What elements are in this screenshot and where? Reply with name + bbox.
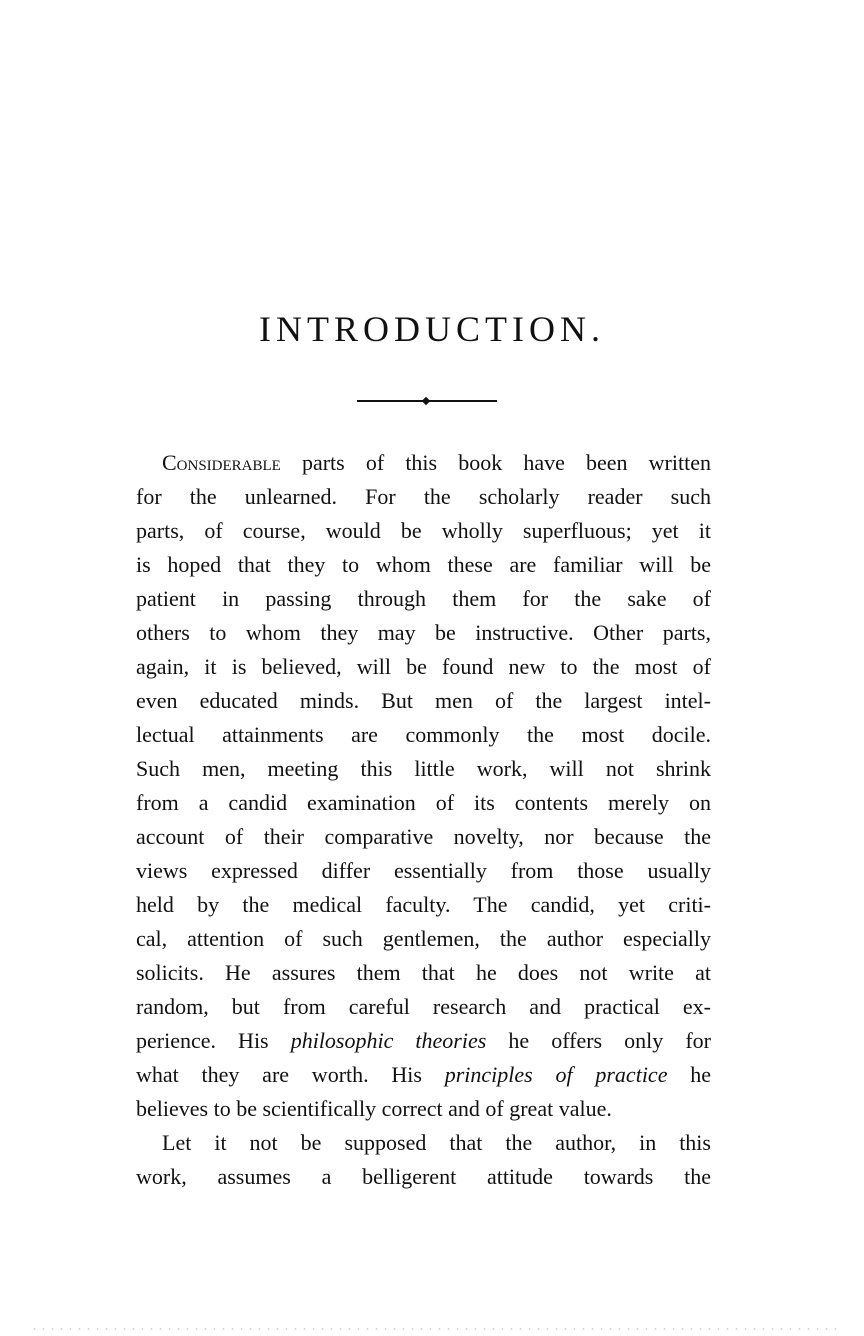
text-line: lectual attainments are commonly the most docile. (136, 722, 711, 747)
text-line: perience. His philosophic theories he offers only for (136, 1028, 712, 1053)
ornament-diamond (422, 397, 430, 405)
scan-edge-artifact (30, 1328, 840, 1330)
text-line: cal, attention of such gentlemen, the author especially (136, 926, 711, 951)
text-line: from a candid examination of its contents merely on (136, 790, 711, 815)
drop-lead-word: Considerable (162, 450, 281, 475)
text-line: is hoped that they to whom these are familiar will be (136, 552, 711, 577)
text-line: account of their comparative novelty, nor because the (136, 824, 711, 849)
text-line: believes to be scientifically correct and of great value. (136, 1096, 612, 1121)
text-line: solicits. He assures them that he does not write at (136, 960, 711, 985)
text-line: random, but from careful research and practical ex- (136, 994, 711, 1019)
introduction-body (136, 446, 711, 1194)
text-line: what they are worth. His principles of practice he (136, 1062, 712, 1087)
text-line: Considerable parts of this book have been written (162, 450, 711, 475)
text-line: for the unlearned. For the scholarly reader such (136, 484, 711, 509)
text-line: views expressed differ essentially from those usually (136, 858, 711, 883)
text-line: patient in passing through them for the sake of (136, 586, 711, 611)
text-line: others to whom they may be instructive. Other parts, (136, 620, 711, 645)
text-line: work, assumes a belligerent attitude towards the (136, 1164, 711, 1189)
chapter-heading: INTRODUCTION. (259, 309, 605, 349)
text-line: again, it is believed, will be found new to the most of (136, 654, 711, 679)
text-line: even educated minds. But men of the largest intel- (136, 688, 711, 713)
text-line: Such men, meeting this little work, will not shrink (136, 756, 711, 781)
italic-phrase: philosophic theories (290, 1028, 487, 1053)
heading-ornament-rule (357, 399, 497, 403)
text-line: Let it not be supposed that the author, in this (162, 1130, 711, 1155)
text-line: held by the medical faculty. The candid, yet criti- (136, 892, 711, 917)
text-line: parts, of course, would be wholly superfluous; yet it (136, 518, 711, 543)
italic-phrase: principles of practice (444, 1062, 668, 1087)
